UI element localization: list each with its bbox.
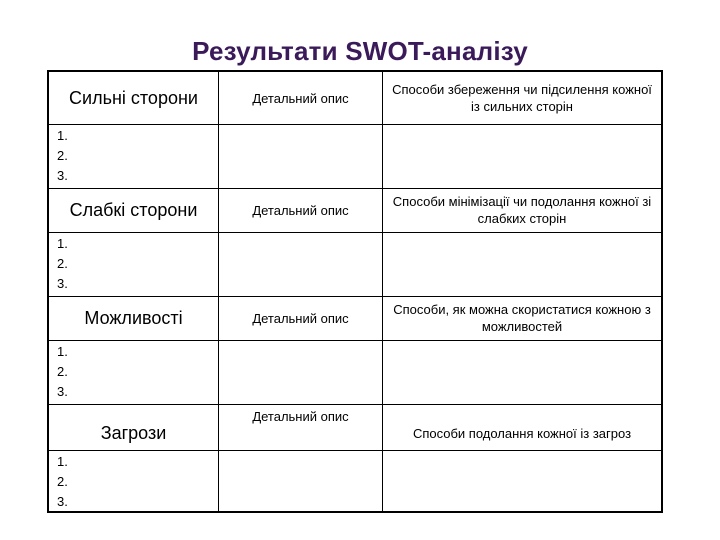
row-divider <box>49 450 661 451</box>
column-divider-1 <box>218 72 219 511</box>
threats-strategy-header: Способи подолання кожної із загроз <box>412 425 632 441</box>
list-item: 1. <box>57 236 68 251</box>
opportunities-list <box>57 342 68 402</box>
list-item: 1. <box>57 128 68 143</box>
row-divider <box>49 232 661 233</box>
list-item: 1. <box>57 454 68 469</box>
threats-list <box>57 452 68 512</box>
list-item: 3. <box>57 276 68 291</box>
strengths-header: Сильні сторони <box>69 87 198 108</box>
list-item: 3. <box>57 168 68 183</box>
page-title: Результати SWOT-аналізу <box>192 36 528 66</box>
row-divider <box>49 340 661 341</box>
weaknesses-header: Слабкі сторони <box>69 199 198 220</box>
threats-header: Загрози <box>100 422 167 443</box>
weaknesses-list <box>57 234 68 294</box>
opportunities-strategy-header: Способи, як можна скористатися кожною з можливостей <box>393 302 651 334</box>
list-item: 2. <box>57 256 68 271</box>
strengths-list <box>57 126 68 186</box>
swot-table <box>47 70 663 513</box>
strengths-strategy-header: Способи збереження чи підсилення кожної із сильних сторін <box>392 82 652 114</box>
list-item: 2. <box>57 364 68 379</box>
weaknesses-strategy-header: Способи мінімізації чи подолання кожної зі слабких сторін <box>392 194 652 226</box>
list-item: 1. <box>57 344 68 359</box>
threats-description-header: Детальний опис <box>252 408 349 424</box>
row-divider <box>49 124 661 125</box>
list-item: 2. <box>57 148 68 163</box>
list-item: 3. <box>57 494 68 509</box>
opportunities-header: Можливості <box>84 307 183 328</box>
weaknesses-description-header: Детальний опис <box>252 202 349 218</box>
list-item: 2. <box>57 474 68 489</box>
list-item: 3. <box>57 384 68 399</box>
opportunities-description-header: Детальний опис <box>252 310 349 326</box>
strengths-description-header: Детальний опис <box>252 90 349 106</box>
